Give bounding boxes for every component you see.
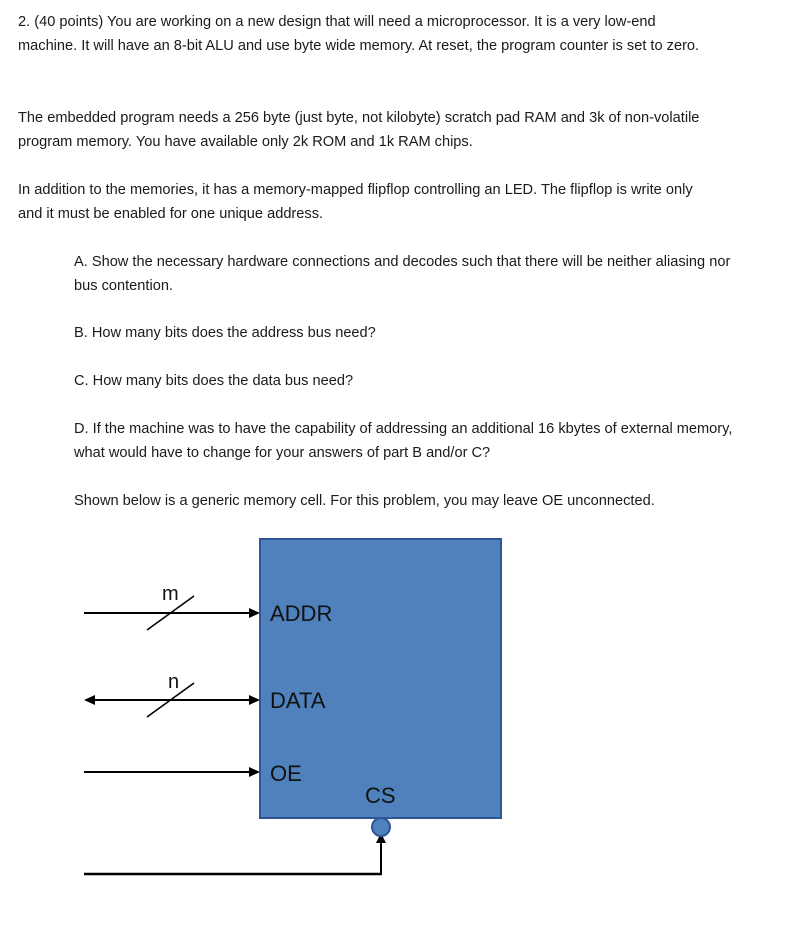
addr-arrowhead-icon [249,608,260,618]
addr-pin-label: ADDR [270,601,333,626]
data-pin-label: DATA [270,688,326,713]
question-intro: 2. (40 points) You are working on a new design that will need a microprocessor. It is a very low-end machine. It will have an 8-bit ALU and use byte wide memory. At reset, the program counter is set to zero. [18,14,700,54]
flipflop-paragraph: In addition to the memories, it has a memory-mapped flipflop controlling an LED. The flipflop is write only and it must be enabled for one unique address. [18,182,693,222]
cs-pin-label: CS [365,783,396,808]
oe-pin-label: OE [270,761,302,786]
part-b: B. How many bits does the address bus need? [74,325,376,341]
part-d: D. If the machine was to have the capability of addressing an additional 16 kbytes of external memory, what would have to change for your answers of part B and/or C? [74,421,733,461]
data-bus-width-label: n [168,671,180,693]
data-arrowhead-left-icon [84,695,95,705]
addr-bus-width-label: m [162,583,179,605]
memory-cell-note: Shown below is a generic memory cell. For this problem, you may leave OE unconnected. [74,493,655,509]
memory-cell-diagram [0,520,796,936]
oe-arrowhead-icon [249,767,260,777]
part-c: C. How many bits does the data bus need? [74,373,354,389]
part-a: A. Show the necessary hardware connections and decodes such that there will be neither aliasing nor bus contention. [74,254,731,294]
data-arrowhead-right-icon [249,695,260,705]
memory-requirements-paragraph: The embedded program needs a 256 byte (just byte, not kilobyte) scratch pad RAM and 3k of non-volatile program memory. You have available only 2k ROM and 1k RAM chips. [18,110,700,150]
cs-active-low-bubble-icon [372,818,390,836]
